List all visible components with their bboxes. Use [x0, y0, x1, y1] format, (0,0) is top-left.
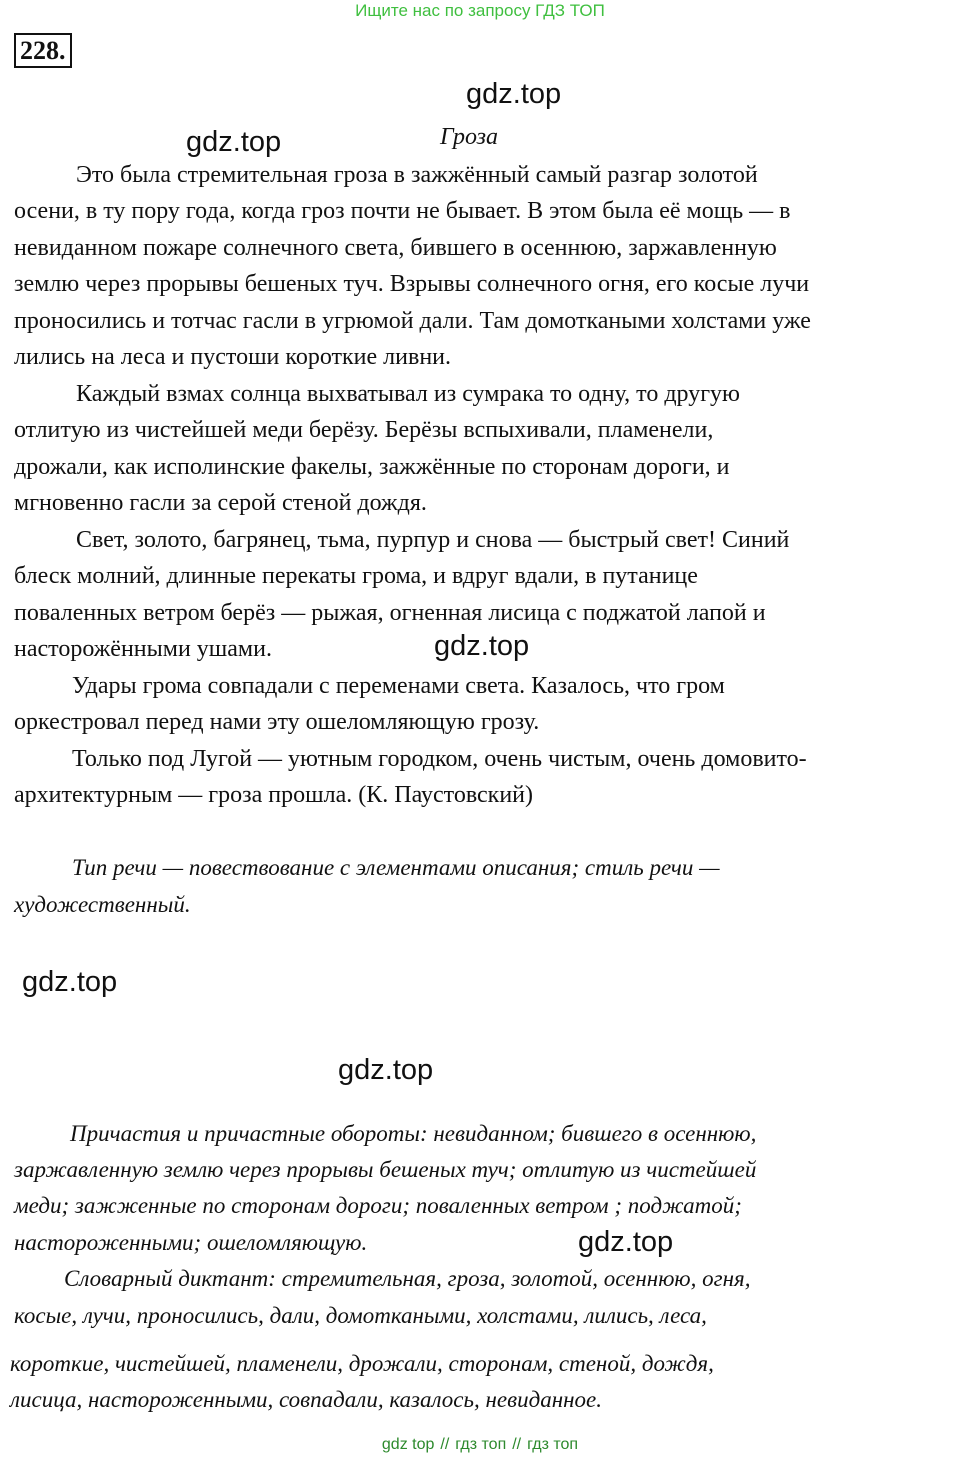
dictation-line: лисица, настороженными, совпадали, казалось, невиданное. — [10, 1387, 602, 1412]
footer-link[interactable]: гдз топ — [527, 1436, 579, 1453]
text-line: Свет, золото, багрянец, тьма, пурпур и снова — быстрый свет! Синий — [76, 527, 790, 553]
watermark: gdz.top — [434, 630, 530, 662]
footer-link[interactable]: гдз топ — [455, 1436, 507, 1453]
text-line: насторожёнными ушами. — [14, 636, 272, 662]
text-line: невиданном пожаре солнечного света, бившего в осеннюю, заржавленную — [14, 235, 777, 261]
top-banner[interactable]: Ищите нас по запросу ГДЗ ТОП — [355, 1, 605, 20]
text-line: Удары грома совпадали с переменами света. Казалось, что гром — [72, 673, 725, 699]
text-line: мгновенно гасли за серой стеной дождя. — [14, 490, 427, 516]
dictation-line: косые, лучи, проносились, дали, домоткаными, холстами, лились, леса, — [14, 1303, 707, 1328]
text-line: дрожали, как исполинские факелы, зажжённые по сторонам дороги, и — [14, 454, 730, 480]
text-line: блеск молний, длинные перекаты грома, и вдруг вдали, в путанице — [14, 563, 698, 589]
text-line: осени, в ту пору года, когда гроз почти не бывает. В этом была её мощь — в — [14, 198, 791, 224]
speech-type-line: Тип речи — повествование с элементами описания; стиль речи — — [72, 855, 720, 880]
text-title: Гроза — [440, 124, 499, 150]
participles-line: заржавленную землю через прорывы бешеных туч; отлитую из чистейшей — [14, 1157, 757, 1182]
text-line: Только под Лугой — уютным городком, очень чистым, очень домовито- — [72, 746, 807, 772]
text-line: отлитую из чистейшей меди берёзу. Берёзы вспыхивали, пламенели, — [14, 417, 714, 443]
task-number: 228. — [14, 33, 72, 68]
text-line: лились на леса и пустоши короткие ливни. — [14, 344, 452, 370]
participles-line: меди; зажженные по сторонам дороги; поваленных ветром ; поджатой; — [14, 1193, 742, 1218]
text-line: архитектурным — гроза прошла. (К. Паустовский) — [14, 782, 534, 808]
text-line: землю через прорывы бешеных туч. Взрывы солнечного огня, его косые лучи — [14, 271, 810, 297]
speech-type-line: художественный. — [14, 892, 191, 917]
footer — [0, 1436, 960, 1454]
watermark: gdz.top — [22, 966, 118, 998]
text-line: оркестровал перед нами эту ошеломляющую грозу. — [14, 709, 540, 735]
footer-separator: // — [512, 1436, 522, 1453]
text-line: Каждый взмах солнца выхватывал из сумрака то одну, то другую — [76, 381, 740, 407]
dictation-line: короткие, чистейшей, пламенели, дрожали, сторонам, стеной, дождя, — [10, 1351, 714, 1376]
watermark: gdz.top — [466, 78, 562, 110]
watermark: gdz.top — [338, 1054, 434, 1086]
participles-line: Причастия и причастные обороты: невиданном; бившего в осеннюю, — [70, 1121, 757, 1146]
watermark: gdz.top — [186, 126, 282, 158]
text-line: поваленных ветром берёз — рыжая, огненная лисица с поджатой лапой и — [14, 600, 766, 626]
participles-line: настороженными; ошеломляющую. — [14, 1230, 368, 1255]
footer-separator: // — [440, 1436, 450, 1453]
watermark: gdz.top — [578, 1226, 674, 1258]
dictation-line: Словарный диктант: стремительная, гроза, золотой, осеннюю, огня, — [64, 1266, 751, 1291]
text-line: Это была стремительная гроза в зажжённый самый разгар золотой — [76, 162, 758, 188]
text-line: проносились и тотчас гасли в угрюмой дали. Там домоткаными холстами уже — [14, 308, 811, 334]
footer-link[interactable]: gdz top — [381, 1436, 435, 1453]
